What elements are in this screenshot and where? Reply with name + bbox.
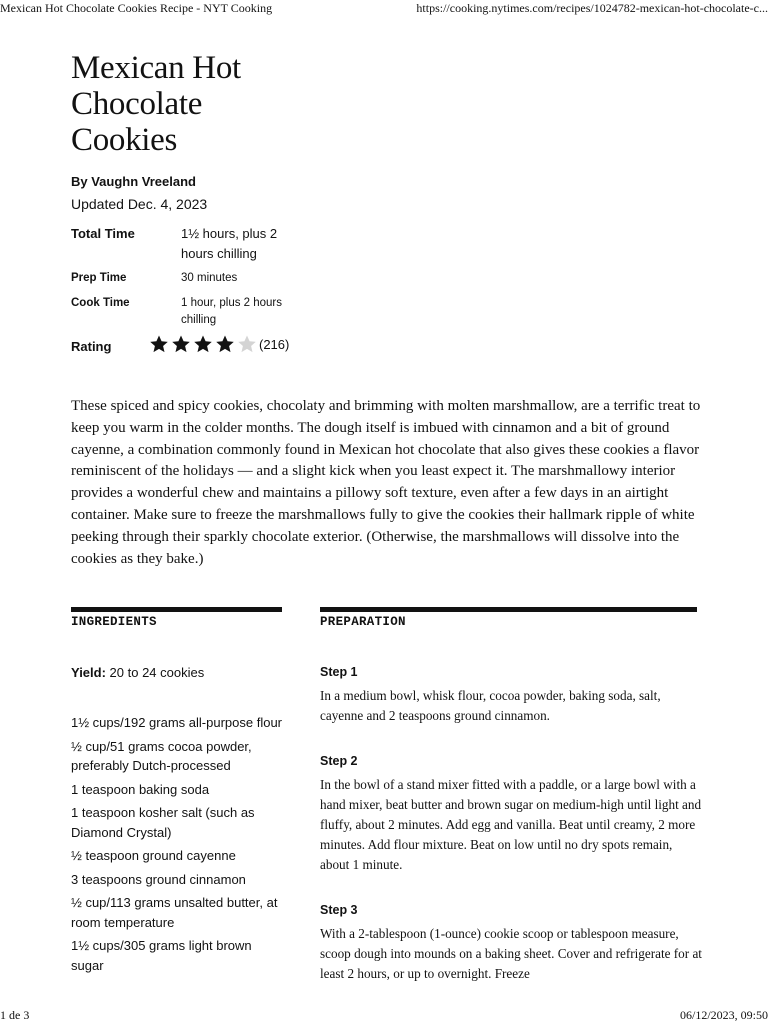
print-footer	[0, 1006, 768, 1024]
preparation-section	[320, 663, 702, 996]
recipe-title-line: Cookies	[71, 122, 178, 158]
print-page-title: Mexican Hot Chocolate Cookies Recipe - NYT Cooking	[0, 1, 273, 15]
rating-stars[interactable]	[149, 334, 257, 354]
recipe-title-line: Mexican Hot	[71, 50, 241, 86]
ingredients-heading: INGREDIENTS	[71, 615, 157, 629]
star-filled-icon[interactable]	[215, 334, 235, 354]
ingredient-item: ½ teaspoon ground cayenne	[71, 848, 236, 863]
rating-label: Rating	[71, 339, 112, 354]
ingredient-item: 1½ cups/192 grams all-purpose flour	[71, 715, 283, 730]
ingredients-rule	[71, 607, 282, 612]
prep-step	[320, 663, 702, 726]
recipe-byline[interactable]: By Vaughn Vreeland	[71, 174, 196, 189]
star-filled-icon[interactable]	[193, 334, 213, 354]
print-page-url[interactable]: https://cooking.nytimes.com/recipes/1024782-mexican-hot-chocolate-c...	[416, 1, 768, 15]
preparation-rule	[320, 607, 697, 612]
recipe-title	[71, 50, 311, 158]
step-text: With a 2-tablespoon (1-ounce) cookie scoop or tablespoon measure, scoop dough into mounds on a baking sheet. Cover and refrigerate for at least 2 hours, or up to overnight. Freeze	[320, 926, 702, 981]
total-time-value: 1½ hours, plus 2 hours chilling	[181, 226, 278, 261]
step-label: Step 1	[320, 665, 358, 679]
ingredient-item: ½ cup/113 grams unsalted butter, at room temperature	[71, 895, 278, 930]
print-header	[0, 0, 768, 18]
ingredient-list	[71, 713, 286, 975]
ingredient-item: 1 teaspoon baking soda	[71, 781, 210, 797]
yield-label: Yield:	[71, 665, 106, 680]
total-time-label: Total Time	[71, 226, 135, 241]
recipe-updated-date: Updated Dec. 4, 2023	[71, 196, 208, 212]
ingredient-item: ½ cup/51 grams cocoa powder, preferably Dutch-processed	[71, 738, 252, 773]
star-filled-icon[interactable]	[171, 334, 191, 354]
yield	[71, 663, 286, 683]
star-empty-icon[interactable]	[237, 334, 257, 354]
ingredients-section	[71, 663, 286, 996]
step-label: Step 2	[320, 754, 358, 768]
step-text: In a medium bowl, whisk flour, cocoa powder, baking soda, salt, cayenne and 2 teaspoons ground cinnamon.	[320, 688, 661, 723]
star-filled-icon[interactable]	[149, 334, 169, 354]
yield-value: 20 to 24 cookies	[109, 665, 205, 680]
ingredient-item: 1½ cups/305 grams light brown sugar	[71, 938, 252, 973]
prep-step	[320, 752, 702, 875]
prep-step	[320, 901, 702, 984]
cook-time-value: 1 hour, plus 2 hours chilling	[181, 297, 283, 326]
rating-count[interactable]: (216)	[259, 337, 290, 352]
ingredient-item: 3 teaspoons ground cinnamon	[71, 871, 246, 887]
print-page-number: 1 de 3	[0, 1008, 30, 1022]
ingredient-item: 1 teaspoon kosher salt (such as Diamond Crystal)	[71, 805, 255, 840]
preparation-heading: PREPARATION	[320, 615, 406, 629]
step-label: Step 3	[320, 903, 358, 917]
recipe-description: These spiced and spicy cookies, chocolaty and brimming with molten marshmallow, are a terrific treat to keep you warm in the colder months. The dough itself is imbued with cinnamon and a bit of ground cayenne, a combination commonly found in Mexican hot chocolate that also gives these cookies a flavor reminiscent of the holidays — and a slight kick when you least expect it. The marshmallowy interior provides a wonderful chew and maintains a pillowy soft texture, even after a few days in an airtight container. Make sure to freeze the marshmallows fully to give the cookies their hallmark ripple of white peeking through their sparkly chocolate exterior. (Otherwise, the marshmallows will dissolve into the cookies as they bake.)	[71, 398, 701, 567]
prep-time-label: Prep Time	[71, 272, 127, 284]
prep-time-value: 30 minutes	[181, 272, 238, 284]
step-text: In the bowl of a stand mixer fitted with a paddle, or a large bowl with a hand mixer, beat butter and brown sugar on medium-high until light and fluffy, about 2 minutes. Add egg and vanilla. Beat until creamy, 2 more minutes. Add flour mixture. Beat on low until no dry spots remain, about 1 minute.	[320, 777, 702, 872]
cook-time-label: Cook Time	[71, 297, 130, 309]
recipe-title-line: Chocolate	[71, 86, 203, 122]
print-datetime: 06/12/2023, 09:50	[679, 1008, 768, 1022]
